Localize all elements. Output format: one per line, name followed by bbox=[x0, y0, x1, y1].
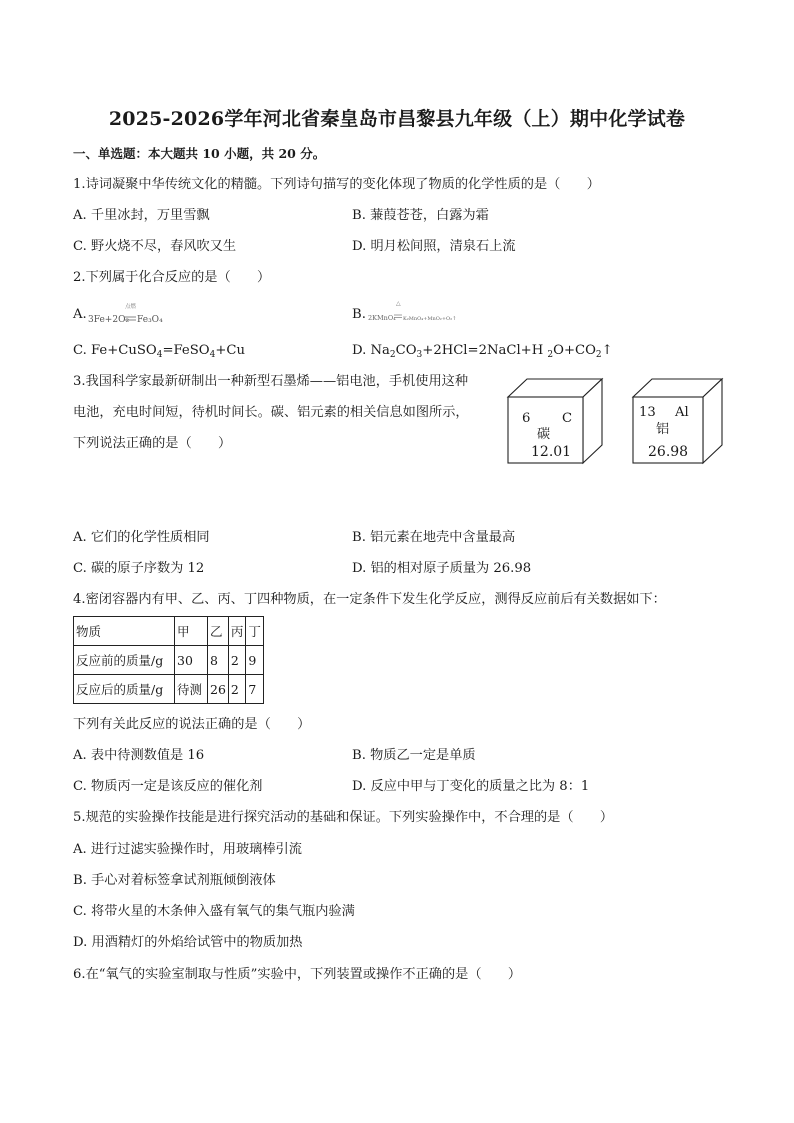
table-cell: 9 bbox=[246, 646, 264, 675]
table-header-cell: 甲 bbox=[175, 617, 208, 646]
question-3-line-2: 电池，充电时间短，待机时间长。碳、铝元素的相关信息如图所示， bbox=[73, 405, 469, 420]
aluminum-atomic-mass: 26.98 bbox=[648, 444, 689, 460]
carbon-atomic-number: 6 bbox=[522, 411, 531, 426]
question-5-option-c: C. 将带火星的木条伸入盛有氧气的集气瓶内验满 bbox=[73, 904, 355, 919]
question-1-option-b: B. 蒹葭苍苍，白露为霜 bbox=[352, 208, 489, 223]
question-2-option-a-label: A. bbox=[73, 307, 87, 322]
equation-a-right: Fe₃O₄ bbox=[137, 315, 163, 325]
equation-a-condition: 点燃 bbox=[125, 304, 137, 310]
question-3-line-3: 下列说法正确的是（ ） bbox=[73, 436, 232, 451]
table-cell: 2 bbox=[228, 675, 246, 704]
equation-a-image bbox=[88, 298, 163, 332]
question-3-option-a: A. 它们的化学性质相同 bbox=[73, 530, 210, 545]
section-heading: 一、单选题：本大题共 10 小题，共 20 分。 bbox=[73, 146, 326, 161]
table-cell: 2 bbox=[228, 646, 246, 675]
question-5-option-d: D. 用酒精灯的外焰给试管中的物质加热 bbox=[73, 935, 303, 950]
table-cell: 7 bbox=[246, 675, 264, 704]
question-4-option-a: A. 表中待测数值是 16 bbox=[73, 748, 205, 763]
aluminum-symbol: Al bbox=[675, 405, 689, 420]
equation-b-right: K₂MnO₄+MnO₂+O₂↑ bbox=[403, 316, 457, 322]
page-title: 2025-2026学年河北省秦皇岛市昌黎县九年级（上）期中化学试卷 bbox=[108, 108, 686, 130]
table-cell: 30 bbox=[175, 646, 208, 675]
question-3-option-b: B. 铝元素在地壳中含量最高 bbox=[352, 530, 516, 545]
table-cell: 待测 bbox=[175, 675, 208, 704]
table-header-cell: 物质 bbox=[74, 617, 175, 646]
aluminum-atomic-number: 13 bbox=[639, 405, 656, 420]
table-cell: 8 bbox=[208, 646, 229, 675]
table-header-row bbox=[74, 617, 264, 646]
question-1-option-a: A. 千里冰封，万里雪飘 bbox=[73, 208, 210, 223]
carbon-atomic-mass: 12.01 bbox=[531, 444, 572, 460]
table-header-cell: 丁 bbox=[246, 617, 264, 646]
question-5-option-a: A. 进行过滤实验操作时，用玻璃棒引流 bbox=[73, 842, 302, 857]
question-4-option-c: C. 物质丙一定是该反应的催化剂 bbox=[73, 779, 263, 794]
aluminum-name: 铝 bbox=[656, 422, 670, 437]
carbon-name: 碳 bbox=[537, 427, 551, 442]
equation-b-condition: △ bbox=[396, 300, 401, 307]
question-1-stem: 1.诗词凝聚中华传统文化的精髓。下列诗句描写的变化体现了物质的化学性质的是（ ） bbox=[73, 177, 600, 192]
question-4-option-d: D. 反应中甲与丁变化的质量之比为 8：1 bbox=[352, 779, 590, 794]
question-3-option-d: D. 铝的相对原子质量为 26.98 bbox=[352, 561, 532, 576]
question-4-after-text: 下列有关此反应的说法正确的是（ ） bbox=[73, 717, 311, 732]
table-row bbox=[74, 675, 264, 704]
question-6-stem: 6.在“氧气的实验室制取与性质”实验中，下列装置或操作不正确的是（ ） bbox=[73, 967, 522, 982]
equation-b-left: 2KMnO₄ bbox=[368, 314, 396, 322]
question-2-stem: 2.下列属于化合反应的是（ ） bbox=[73, 270, 271, 285]
table-header-cell: 丙 bbox=[228, 617, 246, 646]
carbon-symbol: C bbox=[562, 411, 573, 426]
table-cell: 反应前的质量/g bbox=[74, 646, 175, 675]
question-5-option-b: B. 手心对着标签拿试剂瓶倾倒液体 bbox=[73, 873, 276, 888]
table-cell: 26 bbox=[208, 675, 229, 704]
question-4-stem: 4.密闭容器内有甲、乙、丙、丁四种物质，在一定条件下发生化学反应，测得反应前后有关数据如下： bbox=[73, 592, 666, 607]
table-header-cell: 乙 bbox=[208, 617, 229, 646]
question-5-stem: 5.规范的实验操作技能是进行探究活动的基础和保证。下列实验操作中，不合理的是（ ） bbox=[73, 810, 614, 825]
question-2-option-c: C. Fe+CuSO$_4$=FeSO$_4$+Cu bbox=[73, 343, 245, 360]
question-4-option-b: B. 物质乙一定是单质 bbox=[352, 748, 476, 763]
mass-data-table bbox=[73, 616, 264, 704]
table-row bbox=[74, 646, 264, 675]
table-cell: 反应后的质量/g bbox=[74, 675, 175, 704]
question-2-option-d: D. $Na_2CO_3+2HCl=2NaCl+H$ $_2O+CO_2↑$ bbox=[352, 343, 613, 360]
question-1-option-d: D. 明月松间照，清泉石上流 bbox=[352, 239, 516, 254]
equation-a-left: 3Fe+2O₂ bbox=[88, 315, 130, 325]
equation-b-image bbox=[368, 296, 457, 330]
question-3-line-1: 3.我国科学家最新研制出一种新型石墨烯——铝电池，手机使用这种 bbox=[73, 374, 469, 389]
question-3-option-c: C. 碳的原子序数为 12 bbox=[73, 561, 205, 576]
question-1-option-c: C. 野火烧不尽，春风吹又生 bbox=[73, 239, 237, 254]
question-2-option-b-label: B. bbox=[352, 307, 366, 322]
